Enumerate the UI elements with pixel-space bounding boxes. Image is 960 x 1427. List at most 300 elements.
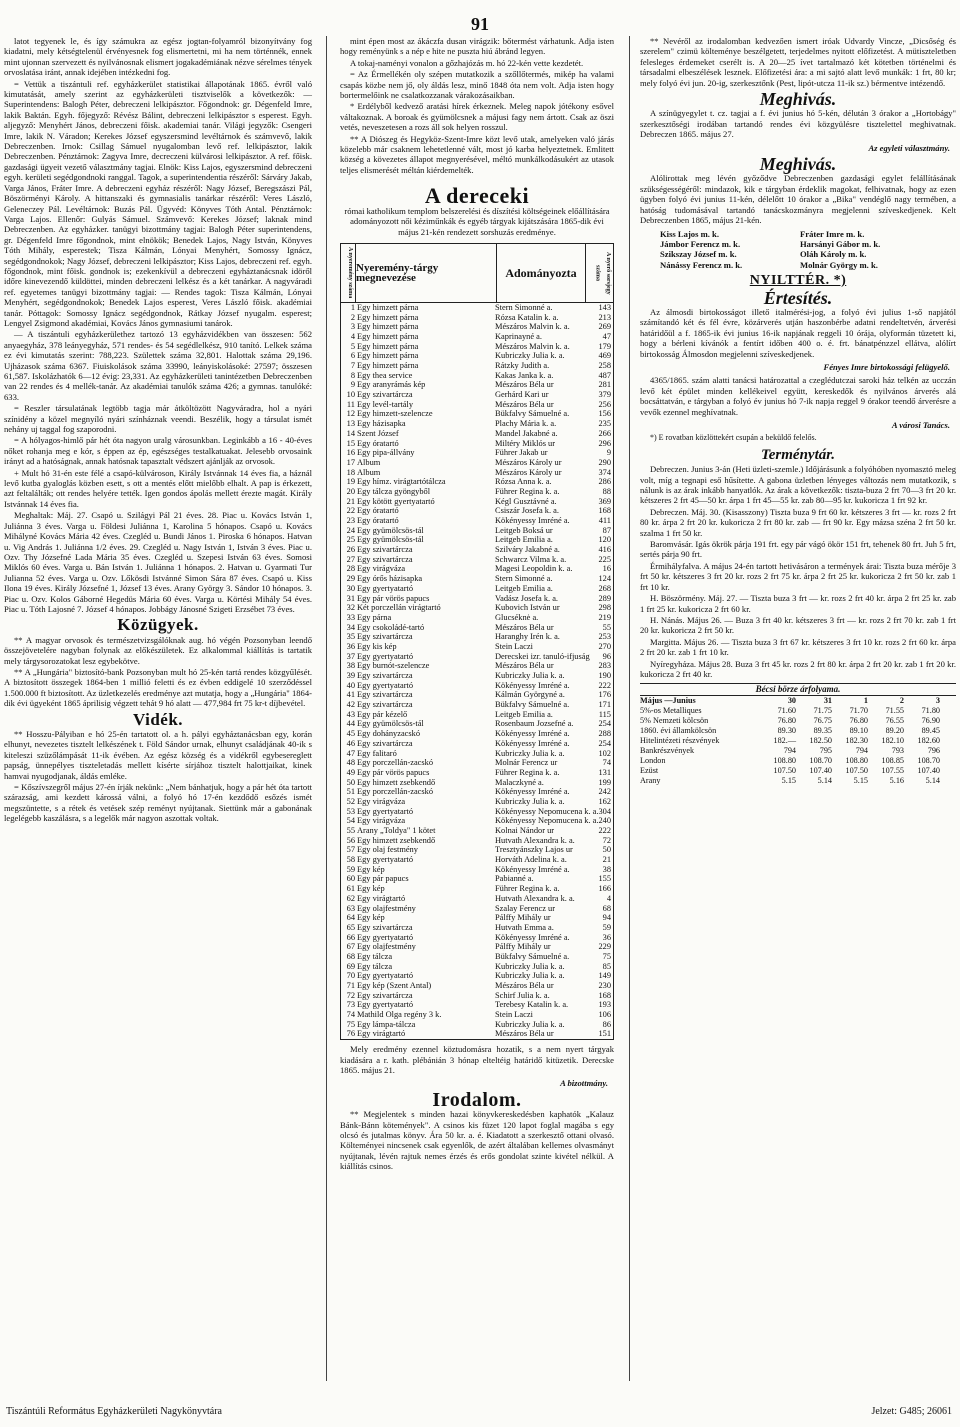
lottery-row xyxy=(341,1029,613,1039)
stock-value: 89.45 xyxy=(921,725,940,735)
signer-row xyxy=(660,260,956,270)
lottery-ticket: 176 xyxy=(598,690,611,700)
lottery-row xyxy=(341,468,613,478)
lottery-row xyxy=(341,681,613,691)
lottery-num: 57 xyxy=(346,845,355,855)
lottery-donor: Plachy Mária k. a. xyxy=(495,419,557,429)
paragraph: 4365/1865. szám alatti tanácsi határozattal a czeglédutczai saroki ház telkén az ucczán levő két épület minden kellékeivel együtt, kereskedők és nyilvános árverés alá bocsáttatván, e tárgyban a folyó év junius hó 7-ik napja reggel 9 órakor teendő árverésre a vevők ezennel meghívatnak. xyxy=(640,375,956,417)
lottery-item: Egy óratartó xyxy=(357,438,399,448)
lottery-donor: Mészáros Béla ur xyxy=(495,380,554,390)
signature: A városi Tanács. xyxy=(891,420,950,430)
lottery-num: 66 xyxy=(346,932,355,942)
lottery-donor: Rózsa Anna k. a. xyxy=(495,477,552,487)
market-report: H. Nánás. Május 26. — Buza 3 frt 40 kr. kétszeres 3 frt — kr. rozs 2 frt 70 kr. zab 1 frt 20 kr. kukoricza 2 frt 50 kr. xyxy=(640,614,956,636)
lottery-ticket: 115 xyxy=(598,709,611,719)
market-report: Debreczen. Junius 3-án (Heti üzleti-szemle.) Időjárásunk a folyóhóben nyomasztó meleg volt, míg a tegnapi eső hűsítette. A gabona üzletben lényeges változás nem mutatkozik, s nálunk is az árak inkább hanyatlók. Az árak a következők: tiszta-buza 2 frt 70—3 frt 20 kr. kétszeres 2 frt 45—50 kr. árpa 1 frt 45—55 kr. zab 80—95 kr. kukoricza 1 frt 92 kr. xyxy=(640,464,956,506)
lottery-ticket: 120 xyxy=(598,535,611,545)
stock-value: 108.80 xyxy=(773,755,796,765)
lottery-row xyxy=(341,477,613,487)
lottery-row xyxy=(341,632,613,642)
lottery-row xyxy=(341,545,613,555)
lottery-item: Egy gyertyatartó xyxy=(357,680,414,690)
lottery-row xyxy=(341,739,613,749)
stock-value: 108.70 xyxy=(809,755,832,765)
paragraph: = Vettük a tiszántuli ref. egyházkerület statistikai állapotának 1865. évről való kimutatását, amely szerint az egyházkerületi tisztviselők a következők: — Superintendens: Balogh Péter, debreczeni lelkipásztor. Főgondnok: gr. Dégenfeld Imre, lakik Baktán. Egyh. főjegyző: Révész Bálint, debreczeni lelkipásztor s esperest. Egyh. aljegyző: Menyhért János, debreczeni főisk. akademiai tanár. Világi jegyzők: Csengeri Imre, lakik N. Váradon; Kerekes József egyszersmind levéltárnok és számvevő, lakik Debreczenben. Irnok: Csillag Sámuel nyugalomban levő ref. lelkipásztor, lakik Debreczenben. Pénztárnok: Zagyva Imre, decreczeni külvárosi lelkipásztor. A ref. főisk. gazdasági ügyeit vezető választmány tagjai. Elnök: Kiss Lajos, egyszersmind debreczeni egyh. kerületi segédgondnoki ranggal. Tagok, a superintendentia részéről: Sárváry Jakab, Varga János, Fráter Imre. A debreczeni egyház részéről: Nagy József, Beregszászi Pál, Böszörményi Károly. A hittanszaki és gymnasialis tanárkar részéről: Veres László, Geleneczey Pál. Levéltárnok: Buzás Pál. Ügyvéd: Könyves Tóth Antal. Pénztárnok: Varga Lajos. Ellenőr: Gulyás Sámuel. Számvevő: Kerekes József; laknak mind Debreczenben. Az egyházker. tanügyi bizottmány tagjai: Balogh Péter superintendens, gr. Dégenfeld Imre főgondnok, mint elnökök; Benedek Lajos, Nagy István, Könyves Tóth Mihály, esperestek; Tisza Kálmán, Lónyai Menyhért, Somossy Ignácz, segédgondnokok; Nagy József, debreczeni lelkipásztor; Kiss Lajos, debreczeni ref. egyh. főgondnok, mint főisk. gondnok is; ezekenkívül a debreczeni egyháztanácsnak idöről időre kinevezendő küldöttei, minden debreczeni lelkész és a két tanárkar. A nagyváradi ref. egyetemes tanügyi bizottmány tagjai: — Rendes tagok: Tisza Kálmán, Lónyai Menyhért, segédgondnokok; Benedek Lajos esperest, Veres László főisk. akadémiai tanár. Póttagok: Somossy Ignácz segédgondnok, Rátkay József nyugalm. esperest; Lengyel Zsigmond akadémiai, Kovács János gymnasiumi tanárok. xyxy=(4,78,312,328)
lottery-item: Egy gyümölcsös-tál xyxy=(357,535,424,545)
lottery-ticket: 290 xyxy=(598,457,611,467)
heading-ertesites: Értesítés. xyxy=(763,287,833,308)
lottery-item: Egy olajfestmény xyxy=(357,942,416,952)
signer-name: Oláh Károly m. k. xyxy=(800,249,867,260)
paragraph: Meghaltak: Máj. 27. Csapó u. Szilágyi Pál 21 éves. 28. Piac u. Kovács István 1, Juliánna 3 éves. Varga u. Földesi Juliánna 1, Karolina 5 hónapos. Csapó u. Kovács Mihályné Kovács Mária 42 éves. Czegléd u. Bundi János 1. Piroska 6 hónapos. Hatvan u. Vig András 1. Juliánna 1/2 éves. 29. Czegléd u. Nagy István 1, István 3 éves. Piac u. Ozv. Thy Józsefné Lada Mária 35 éves. Czegléd u. Szepesi István 63 éves. Somosi Miklós 60 éves. Varga u. Bán István 1. Juliánna 1 hónapos. 2. Hatvan u. Gyarmati Tur Julianna 52 éves. Varga u. Ozv. Lőkösdi Istvánné Simon Sára 87 éves. Csapó u. Kiss Ilona 19 éves. Király Józsefné 1, József 13 éves. Arany György 3. Sándor 10 hónapos. 3. Piac u. Ozv. Kolos Gáborné Hegedüs Mária 60 éves. Varga u. Körtési Mihály 54 éves. Piac u. Tóth Lajosné 7. József 4 hónapos. Jobbágy Jánosné Szigeti Erzsébet 73 éves. xyxy=(4,510,312,614)
lottery-row xyxy=(341,332,613,342)
lottery-donor: Kolnai Nándor ur xyxy=(495,826,555,836)
market-report: H. Böszörmény. Máj. 27. — Tiszta buza 3 frt — kr. rozs 2 frt 40 kr. árpa 2 frt 25 kr. zab 1 frt 25 kr. kukoricza 2 frt 60 kr. xyxy=(640,593,956,614)
lottery-donor: Führer Regina k. a. xyxy=(495,884,560,894)
lottery-donor: Bükfalvy Sámuelné a. xyxy=(495,700,570,710)
lottery-donor: Hutvath Alexandra k. a. xyxy=(495,893,575,903)
lottery-item: Egy virágtartó xyxy=(357,893,406,903)
lottery-num: 64 xyxy=(346,913,355,923)
lottery-item: Album xyxy=(357,467,381,477)
lottery-row xyxy=(341,429,613,439)
stock-row xyxy=(640,746,956,756)
lottery-num: 22 xyxy=(346,506,355,516)
lottery-donor: Leitgeb Emilia a. xyxy=(495,583,553,593)
lottery-num: 31 xyxy=(346,593,355,603)
lottery-row xyxy=(341,390,613,400)
lottery-row xyxy=(341,690,613,700)
lottery-donor: Mészáros Károly ur xyxy=(495,457,562,467)
lottery-row xyxy=(341,487,613,497)
lottery-row xyxy=(341,942,613,952)
lottery-item: Egy pár vörös papucs xyxy=(357,593,430,603)
lottery-row xyxy=(341,342,613,352)
paragraph: ** A „Hungária" biztosító-bank Pozsonyban mult hó 25-kén tartá rendes közgyűlését. A biztosított összegek 1864-ben 1 millió feletti és ez évben eddigelé 10 szerződéssel 1.500.000 ft biztosított. Az üzletkezelés eredménye azt mutatja, hogy a „Hungária" 1864-dik évi ügyeként 1865 áprilisig végzett tehát 9 hó alatt — 477,984 frt 75 kr-t díjbevétel. xyxy=(4,666,312,709)
lottery-row xyxy=(341,409,613,419)
stock-value: 182.50 xyxy=(809,735,832,745)
stock-title: Bécsi börze árfolyama. xyxy=(640,684,956,695)
lottery-num: 8 xyxy=(350,370,355,380)
lottery-closing: Mely eredmény ezennel köztudomásra hozatik, s a nem nyert tárgyak kiadására a r. kath. plébánián 3 hónap elteltéig határidő kitüzetik. Derecske 1865. május 21. xyxy=(340,1044,614,1075)
paragraph: ** Nevéről az irodalomban kedvezően ismert iróak Udvardy Vincze, „Dicsőség és szerelem" czimü költeménye beszélgetett, terjedelmes nyitott előfizetést. A mütiszteletben felesleges érdemeket cserélt is. A 20—25 ívet tartalmazó két kötetben történelmi és társadalmi elbeszélések lesznek. Előfizetési ára: a mi sajtó alatt levő munkák: 1 frt, 80 kr; mely folyó évi jun. 20-ig, szerkesztőnk (Pest, lipót-utcza 11-ik sz.) bérmentve intézendő. xyxy=(640,36,956,88)
lottery-row xyxy=(341,894,613,904)
lottery-ticket: 102 xyxy=(598,748,611,758)
lottery-row xyxy=(341,816,613,826)
lottery-num: 37 xyxy=(346,651,355,661)
lottery-donor: Pabianné a. xyxy=(495,874,534,884)
lottery-item: Egy óratartó xyxy=(357,516,399,526)
lottery-row xyxy=(341,855,613,865)
lottery-row xyxy=(341,923,613,933)
lottery-num: 7 xyxy=(350,361,355,371)
paragraph: — A tiszántuli egyházkerülethez tartozó 13 egyházvidékben van összesen: 562 anyaegyház, 378 leányegyház, 571 rendes- és 54 segédlelkész, 910 tanító. Lelkek száma ez évi kimutatás szerint: 788,223. Születtek száma 32,801. Halottak száma 29,196. Ujházasok száma 6367. Fiuiskolások száma 33990, leányiskolásoké: 27597; összesen 61,587. Iskolázhatók 6—12 évig: 23,331. Az egyházkerületi tanintézetben Debreczenben van 22 rendes és 4 mellék-tanár. Az akadémiai tanulók száma 426; a gymnas. tanulóké: 633. xyxy=(4,329,312,402)
lottery-num: 3 xyxy=(350,322,355,332)
lottery-ticket: 4 xyxy=(606,893,611,903)
lottery-item: Egy gyertyatartó xyxy=(357,932,414,942)
lottery-ticket: 222 xyxy=(598,680,611,690)
signature: Fényes Imre birtokossági felügyelő. xyxy=(823,361,950,372)
lottery-row xyxy=(341,797,613,807)
lottery-donor: Führer Regina k. a. xyxy=(495,486,560,496)
lottery-num: 33 xyxy=(346,612,355,622)
lottery-ticket: 230 xyxy=(598,981,611,991)
paragraph: ** A magyar orvosok és természetvizsgálóknak aug. hó végén Pozsonyban leendő összejövetelére nagyban folynak az előkészületek. Ez alkalommal kiállítás is tartatik mely tárgysorozatokat lesz egybekötve. xyxy=(4,634,312,666)
stock-name: 5% Nemzeti kölcsön xyxy=(640,715,709,725)
lottery-row xyxy=(341,1000,613,1010)
stock-header-row xyxy=(640,696,956,706)
lottery-row xyxy=(341,526,613,536)
stock-value: 5.15 xyxy=(853,775,868,785)
lottery-ticket: 72 xyxy=(602,835,611,845)
lottery-ticket: 50 xyxy=(602,845,611,855)
paragraph: = A hólyagos-himlő pár hét óta nagyon uralg városunkban. Leginkább a 16 - 40-éves nőket rohanja meg e kór, s éppen az ép, egészséges testalkatuakat. Jelesebb orvosaink irányt ad a hatóságnak, annak hatósnak tapasztalt védszert ajánlják az orvosok. xyxy=(4,435,312,467)
lottery-item: Két porczellán virágtartó xyxy=(357,603,441,613)
paragraph: = Kőszívszegről május 27-én írják nekünk: „Nem bánhatjuk, hogy a pár hét óta tartott szárazság, ami kezdett károssá válni, a folyó hó 17-én kezdődő esőzés ismét megszüntette, s a rétek és vetések szép reményt nyújtanak. Siettünk már a gabonának legelégebb kaszálásra, s a legelők már nagyon aszottak voltak. xyxy=(4,782,312,824)
lottery-item: Egy pár vörös papucs xyxy=(357,767,430,777)
stock-value: 107.50 xyxy=(845,765,868,775)
lottery-ticket: 296 xyxy=(598,438,611,448)
stock-value: 182.60 xyxy=(917,735,940,745)
paragraph: = Reszler társulatának legtöbb tagja már átköltözött Nagyváradra, hol a nyári színidény a közel megnyíló nyári színháznak veendi. Beszélik, hogy a társulat ismét nehány uj taggal fog szaporodni. xyxy=(4,403,312,435)
lottery-row xyxy=(341,971,613,981)
lottery-donor: Führer Regina k. a. xyxy=(495,767,560,777)
stock-value: 793 xyxy=(891,745,904,755)
lottery-donor: Mészáros Béla ur xyxy=(495,399,554,409)
lottery-ticket: 258 xyxy=(598,361,611,371)
paragraph: latot tegyenek le, és így számukra az egész jogtan-folyamról bizonyítvány fog kiadatni, mely kétségtelenül érvényesnek fog elismertetni, mi ha nem történnék, ennek mint ujonnan szervezett és nyilvánosnak elismert jogakadémiának nézve sérelmes tények orvoslatása iránt, annak idejében intézkedni fog. xyxy=(4,36,312,78)
lottery-donor: Szalay Ferencz ur xyxy=(495,903,555,913)
lottery-item: Egy olajfestmény xyxy=(357,903,416,913)
lottery-ticket: 16 xyxy=(602,564,611,574)
lottery-donor: Mészáros Malvin k. a. xyxy=(495,341,570,351)
lottery-donor: Bükfalvy Sámuelné a. xyxy=(495,409,570,419)
lottery-item: Egy himzett zsebkendő xyxy=(357,777,436,787)
lottery-donor: Rosenbaum Jozsefné a. xyxy=(495,719,574,729)
lottery-num: 76 xyxy=(346,1029,355,1039)
lottery-item: Egy szivartárcza xyxy=(357,922,413,932)
lottery-ticket: 59 xyxy=(602,922,611,932)
lottery-row xyxy=(341,991,613,1001)
stock-value: 182.30 xyxy=(845,735,868,745)
lottery-ticket: 219 xyxy=(598,612,611,622)
lottery-ticket: 369 xyxy=(598,496,611,506)
stock-value: 182.— xyxy=(773,735,796,745)
lottery-donor: Mészáros Károly ur xyxy=(495,467,562,477)
lottery-row xyxy=(341,603,613,613)
lottery-ticket: 87 xyxy=(602,525,611,535)
lottery-ticket: 151 xyxy=(598,1029,611,1039)
lottery-donor: Kakas Janka k. a. xyxy=(495,370,554,380)
lottery-row xyxy=(341,361,613,371)
page-number: 91 xyxy=(471,14,489,34)
stock-name: Ezüst xyxy=(640,765,659,775)
stock-row xyxy=(640,726,956,736)
lottery-item: Egy gyertyatartó xyxy=(357,1000,414,1010)
lottery-row xyxy=(341,371,613,381)
lottery-ticket: 374 xyxy=(598,467,611,477)
lottery-donor: Leitgeb Boksá ur xyxy=(495,525,553,535)
lottery-donor: Vadász Josefa k. a. xyxy=(495,593,559,603)
lottery-num: 9 xyxy=(350,380,355,390)
lottery-item: Egy órős házisapka xyxy=(357,574,423,584)
lottery-ticket: 94 xyxy=(602,913,611,923)
stock-value: 76.80 xyxy=(777,715,796,725)
lottery-ticket: 168 xyxy=(598,990,611,1000)
lottery-row xyxy=(341,1010,613,1020)
lottery-donor: Leitgeb Emilia a. xyxy=(495,709,553,719)
stock-value: 108.80 xyxy=(845,755,868,765)
stock-value: 76.80 xyxy=(849,715,868,725)
lottery-item: Egy hímz. virágtartótálcza xyxy=(357,477,446,487)
lottery-item: Egy virágváza xyxy=(357,796,406,806)
paragraph: mint épen most az ákáczfa dusan virágzik: bőtermést várhatunk. Adja isten hogy reményünk s a nép e hite ne puszta hiú ábránd legyen. xyxy=(340,36,614,57)
paragraph: Az álmosdi birtokosságot illető italmérési-jog, a folyó évi julius 1-ső napjától számítandó két és fél évre, közárverés utján haszonbérbe adatni rendeltetvén, árverési határidőül a f. 1865-ik évi junius 16-ik napjának reggeli 10 órája, olyformán tüzetett ki, hogy a bérleni kívánók a fentírt időben 400 o. é. frt. bánatpénzzel ellátva, alólírt birtokosság Álmosdon megjelenni szíveskedjenek. xyxy=(640,306,956,359)
signer-name: Kiss Lajos m. k. xyxy=(660,228,719,239)
stock-value: 108.85 xyxy=(881,755,904,765)
market-report: Margitta. Május 26. — Tiszta buza 3 frt 67 kr. kétszeres 3 frt 10 kr. rozs 2 frt 60 kr. árpa 2 frt 20 kr. zab 1 frt 10 kr. xyxy=(640,636,956,658)
lottery-ticket: 156 xyxy=(598,409,611,419)
lottery-num: 26 xyxy=(346,545,355,555)
stock-row xyxy=(640,756,956,766)
lottery-donor: Kubriczky Julia k. a. xyxy=(495,351,565,361)
stock-value: 107.55 xyxy=(881,765,904,775)
lottery-item: Egy szivartárcza xyxy=(357,690,413,700)
lottery-donor: Kaprinayné a. xyxy=(495,331,542,341)
lottery-row xyxy=(341,778,613,788)
lottery-donor: Kubriczky Julia k. a. xyxy=(495,796,565,806)
lottery-row xyxy=(341,933,613,943)
stock-value: 89.10 xyxy=(849,725,868,735)
lottery-ticket: 143 xyxy=(598,302,611,312)
signers-list xyxy=(660,229,956,271)
lottery-row xyxy=(341,884,613,894)
lottery-num: 21 xyxy=(346,496,355,506)
lottery-num: 36 xyxy=(346,641,355,651)
lottery-item: Egy himzett párna xyxy=(357,341,419,351)
lottery-item: Arany „Toldya" 1 kötet xyxy=(357,826,436,836)
lottery-num: 38 xyxy=(346,661,355,671)
lottery-row xyxy=(341,874,613,884)
lottery-ticket: 75 xyxy=(602,951,611,961)
lottery-num: 18 xyxy=(346,467,355,477)
stock-value: 30 xyxy=(787,695,796,705)
header-num: A nyeremény száma xyxy=(341,244,356,302)
lottery-num: 10 xyxy=(346,390,355,400)
lottery-ticket: 240 xyxy=(598,816,611,826)
stock-name: Május —Junius xyxy=(640,695,696,705)
lottery-donor: Kökényessy Nepomucena k. a. xyxy=(495,806,599,816)
lottery-row xyxy=(341,710,613,720)
lottery-row xyxy=(341,642,613,652)
lottery-num: 15 xyxy=(346,438,355,448)
lottery-donor: Kökényessy Imréné a. xyxy=(495,787,570,797)
stock-table xyxy=(640,683,956,785)
lottery-item: Egy kép xyxy=(357,913,385,923)
lottery-title: A dereceki xyxy=(424,183,530,209)
stock-value: 5.14 xyxy=(925,775,940,785)
lottery-ticket: 171 xyxy=(598,700,611,710)
lottery-subtitle: római katholikum templom belszerelési és díszítési költségeinek előállítására adományozott női kéziműnkák és egyéb tárgyak kijátszására 1865-dik évi május 21-kén rendezett sorshuzás eredménye. xyxy=(344,205,610,237)
market-report: Nyíregyháza. Május 28. Buza 3 frt 45 kr. rozs 2 frt 80 kr. árpa 2 frt 20 kr. zab 1 frt 20 kr. kukoricza 2 frt 40 kr. xyxy=(640,658,956,679)
lottery-table xyxy=(340,243,614,1040)
lottery-donor: Csiszár Josefa k. a. xyxy=(495,506,559,516)
lottery-donor: Kubriczky Julia k. a. xyxy=(495,748,565,758)
stock-value: 1 xyxy=(863,695,868,705)
lottery-num: 47 xyxy=(346,748,355,758)
lottery-donor: Hutvath Alexandra k. a. xyxy=(495,835,575,845)
lottery-ticket: 86 xyxy=(602,1019,611,1029)
stock-value: 31 xyxy=(823,695,832,705)
lottery-row xyxy=(341,506,613,516)
lottery-donor: Rózsa Katalin k. a. xyxy=(495,312,559,322)
lottery-ticket: 179 xyxy=(598,341,611,351)
lottery-item: Egy levél-tartály xyxy=(357,399,414,409)
stock-value: 5.15 xyxy=(781,775,796,785)
lottery-ticket: 304 xyxy=(598,806,611,816)
lottery-donor: Kökényessy Imréné a. xyxy=(495,864,570,874)
lottery-row xyxy=(341,719,613,729)
lottery-donor: Mészáros Béla ur xyxy=(495,981,554,991)
lottery-item: Egy gyümölcsös-tál xyxy=(357,719,424,729)
lottery-row xyxy=(341,700,613,710)
lottery-donor: Stein Laczi xyxy=(495,641,533,651)
lottery-num: 6 xyxy=(350,351,355,361)
stock-row xyxy=(640,736,956,746)
lottery-ticket: 379 xyxy=(598,390,611,400)
lottery-item: Egy himzett párna xyxy=(357,322,419,332)
lottery-num: 65 xyxy=(346,922,355,932)
lottery-num: 73 xyxy=(346,1000,355,1010)
lottery-ticket: 106 xyxy=(598,1010,611,1020)
lottery-ticket: 254 xyxy=(598,719,611,729)
paragraph: A színügyegylet t. cz. tagjai a f. évi junius hó 5-kén, délután 3 órakor a „Hortobágy" szerkesztőségi irodában tartandó rendes évi közgyülésre tisztelettel meghivatnak. Debreczen 1865. május 27. xyxy=(640,108,956,140)
lottery-item: Egy szivartárcza xyxy=(357,632,413,642)
lottery-donor: Stern Simonné a. xyxy=(495,574,553,584)
lottery-donor: Pálffy Mihály ur xyxy=(495,913,551,923)
lottery-row xyxy=(341,661,613,671)
header-donor: Adományozta xyxy=(497,244,586,302)
lottery-item: Egy himzett párna xyxy=(357,312,419,322)
lottery-item: Egy kis kép xyxy=(357,641,397,651)
lottery-ticket: 190 xyxy=(598,671,611,681)
lottery-num: 11 xyxy=(346,399,355,409)
lottery-num: 43 xyxy=(346,709,355,719)
lottery-item: Egy himzett párna xyxy=(357,361,419,371)
lottery-ticket: 193 xyxy=(598,1000,611,1010)
lottery-item: Egy szivartárcza xyxy=(357,700,413,710)
stock-value: 107.50 xyxy=(773,765,796,775)
lottery-item: Mathild Olga regény 3 k. xyxy=(357,1010,442,1020)
lottery-ticket: 85 xyxy=(602,961,611,971)
stock-value: 71.80 xyxy=(921,705,940,715)
stock-value: 794 xyxy=(783,745,796,755)
lottery-item: Egy virágváza xyxy=(357,816,406,826)
lottery-row xyxy=(341,962,613,972)
stock-value: 89.35 xyxy=(813,725,832,735)
stock-value: 71.55 xyxy=(885,705,904,715)
lottery-item: Egy házisapka xyxy=(357,419,406,429)
stock-value: 182.10 xyxy=(881,735,904,745)
section-heading-kozugyek: Közügyek. xyxy=(117,615,199,635)
lottery-item: Egy gyertyatartó xyxy=(357,971,414,981)
lottery-item: Egy thea service xyxy=(357,370,413,380)
lottery-num: 61 xyxy=(346,884,355,894)
lottery-donor: Kubriczky Julia k. a. xyxy=(495,671,565,681)
lottery-donor: Leitgeb Emilia a. xyxy=(495,535,553,545)
lottery-num: 48 xyxy=(346,758,355,768)
lottery-item: Egy himzett-szelencze xyxy=(357,409,433,419)
lottery-donor: Kökényessy Imréné a. xyxy=(495,680,570,690)
lottery-ticket: 96 xyxy=(602,651,611,661)
lottery-row xyxy=(341,516,613,526)
lottery-row xyxy=(341,448,613,458)
lottery-row xyxy=(341,594,613,604)
lottery-row xyxy=(341,439,613,449)
lottery-signature: A bizottmány. xyxy=(560,1078,608,1089)
lottery-donor: Stern Simonné a. xyxy=(495,302,553,312)
lottery-row xyxy=(341,904,613,914)
lottery-item: Egy szivartárcza xyxy=(357,738,413,748)
lottery-num: 4 xyxy=(350,331,355,341)
lottery-donor: Gerhárd Kari ur xyxy=(495,390,549,400)
lottery-item: Egy gyertyatartó xyxy=(357,651,414,661)
lottery-ticket: 222 xyxy=(598,826,611,836)
lottery-ticket: 149 xyxy=(598,971,611,981)
lottery-num: 39 xyxy=(346,671,355,681)
lottery-item: Egy kötött gyertyatartó xyxy=(357,496,435,506)
market-report: Baromvásár. Igás ökrök párja 191 frt. egy pár vágó ökör 151 frt, tehenek 80 frt. Juh 5 frt, sertés párja 90 frt. xyxy=(640,539,956,560)
lottery-num: 52 xyxy=(346,796,355,806)
stock-value: 107.40 xyxy=(917,765,940,775)
lottery-donor: Magesi Leopoldin k. a. xyxy=(495,564,573,574)
lottery-donor: Kubovich István ur xyxy=(495,603,560,613)
stock-name: 5%-os Metalliques xyxy=(640,705,702,715)
lottery-num: 70 xyxy=(346,971,355,981)
lottery-ticket: 68 xyxy=(602,903,611,913)
lottery-ticket: 21 xyxy=(602,855,611,865)
lottery-row xyxy=(341,351,613,361)
lottery-row xyxy=(341,913,613,923)
lottery-item: Album xyxy=(357,457,381,467)
stock-value: 3 xyxy=(935,695,940,705)
lottery-item: Egy tálcza xyxy=(357,951,393,961)
lottery-num: 49 xyxy=(346,767,355,777)
lottery-num: 63 xyxy=(346,903,355,913)
lottery-num: 45 xyxy=(346,729,355,739)
lottery-ticket: 124 xyxy=(598,574,611,584)
lottery-ticket: 55 xyxy=(602,622,611,632)
section-heading-videk: Vidék. xyxy=(132,709,184,729)
stock-value: 76.75 xyxy=(813,715,832,725)
lottery-row xyxy=(341,313,613,323)
lottery-ticket: 289 xyxy=(598,593,611,603)
lottery-num: 25 xyxy=(346,535,355,545)
lottery-ticket: 229 xyxy=(598,942,611,952)
lottery-num: 53 xyxy=(346,806,355,816)
signature: Az egyleti választmány. xyxy=(868,142,950,153)
lottery-num: 59 xyxy=(346,864,355,874)
lottery-item: Egy virágváza xyxy=(357,564,406,574)
lottery-donor: Glucséknė a. xyxy=(495,612,539,622)
lottery-ticket: 266 xyxy=(598,428,611,438)
lottery-item: Egy himzett párna xyxy=(357,331,419,341)
stock-value: 2 xyxy=(899,695,904,705)
lottery-item: Egy tálcza xyxy=(357,961,393,971)
lottery-item: Egy tálcza gyöngyből xyxy=(357,486,431,496)
lottery-ticket: 286 xyxy=(598,477,611,487)
stock-value: 76.55 xyxy=(885,715,904,725)
